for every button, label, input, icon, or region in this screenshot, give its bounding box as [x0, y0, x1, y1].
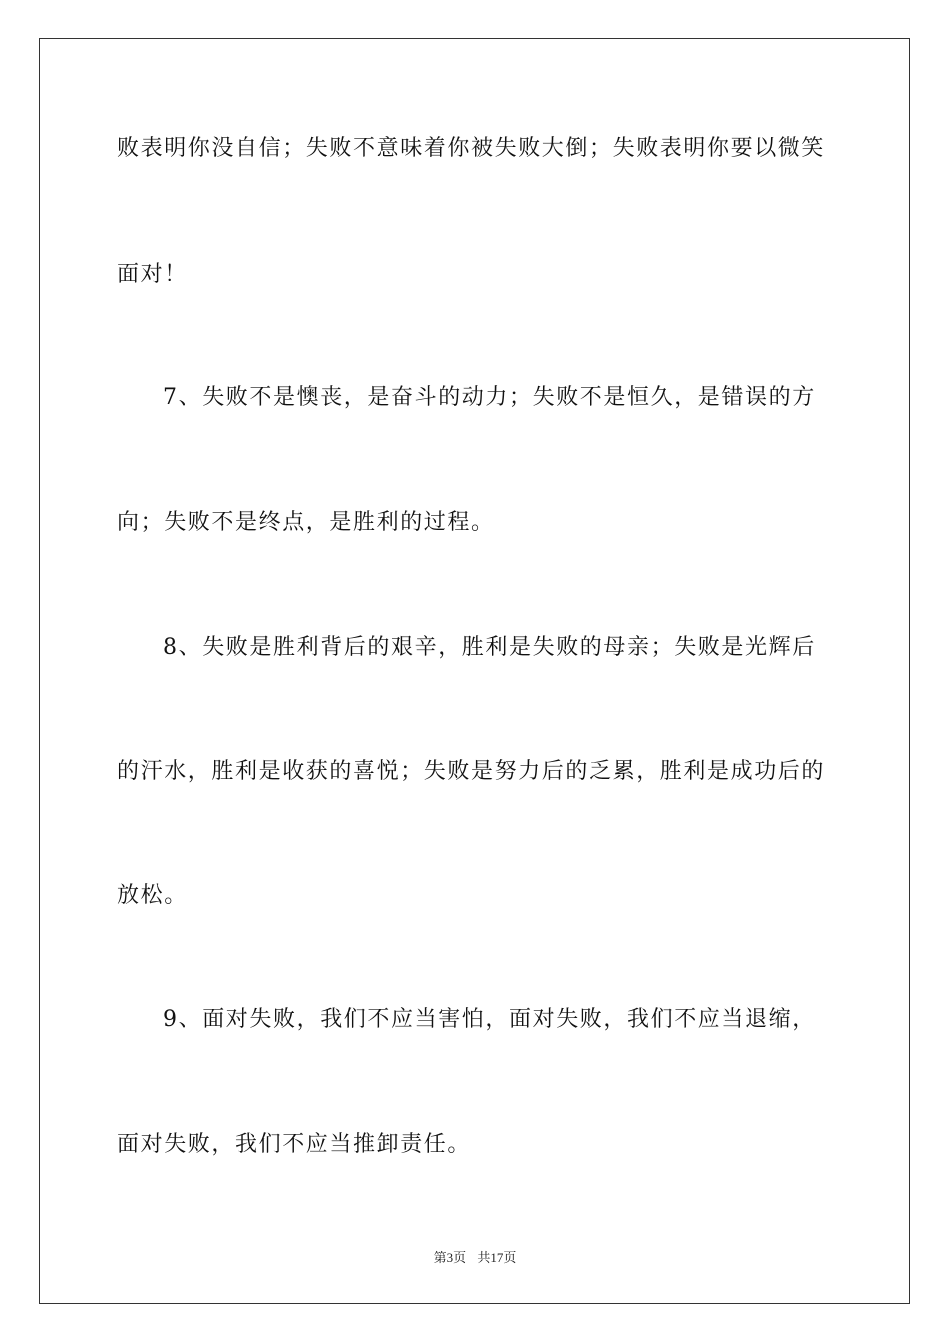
text-line: 败表明你没自信；失败不意味着你被失败大倒；失败表明你要以微笑 [117, 136, 826, 161]
text-line: 的汗水，胜利是收获的喜悦；失败是努力后的乏累，胜利是成功后的 [117, 759, 826, 784]
page-number: 第3页 [433, 1250, 467, 1265]
list-item-7: 7、失败不是懊丧，是奋斗的动力；失败不是恒久，是错误的方 [163, 385, 816, 410]
text-line: 放松。 [117, 883, 188, 908]
list-item-8: 8、失败是胜利背后的艰辛，胜利是失败的母亲；失败是光辉后 [163, 635, 816, 660]
text-line: 向；失败不是终点，是胜利的过程。 [117, 510, 495, 535]
page-footer [0, 1249, 950, 1267]
list-item-9: 9、面对失败，我们不应当害怕，面对失败，我们不应当退缩， [163, 1007, 816, 1032]
text-line: 面对失败，我们不应当推卸责任。 [117, 1132, 472, 1157]
page-total: 共17页 [477, 1250, 517, 1265]
page-border [39, 38, 910, 1304]
text-line: 面对！ [117, 262, 188, 287]
